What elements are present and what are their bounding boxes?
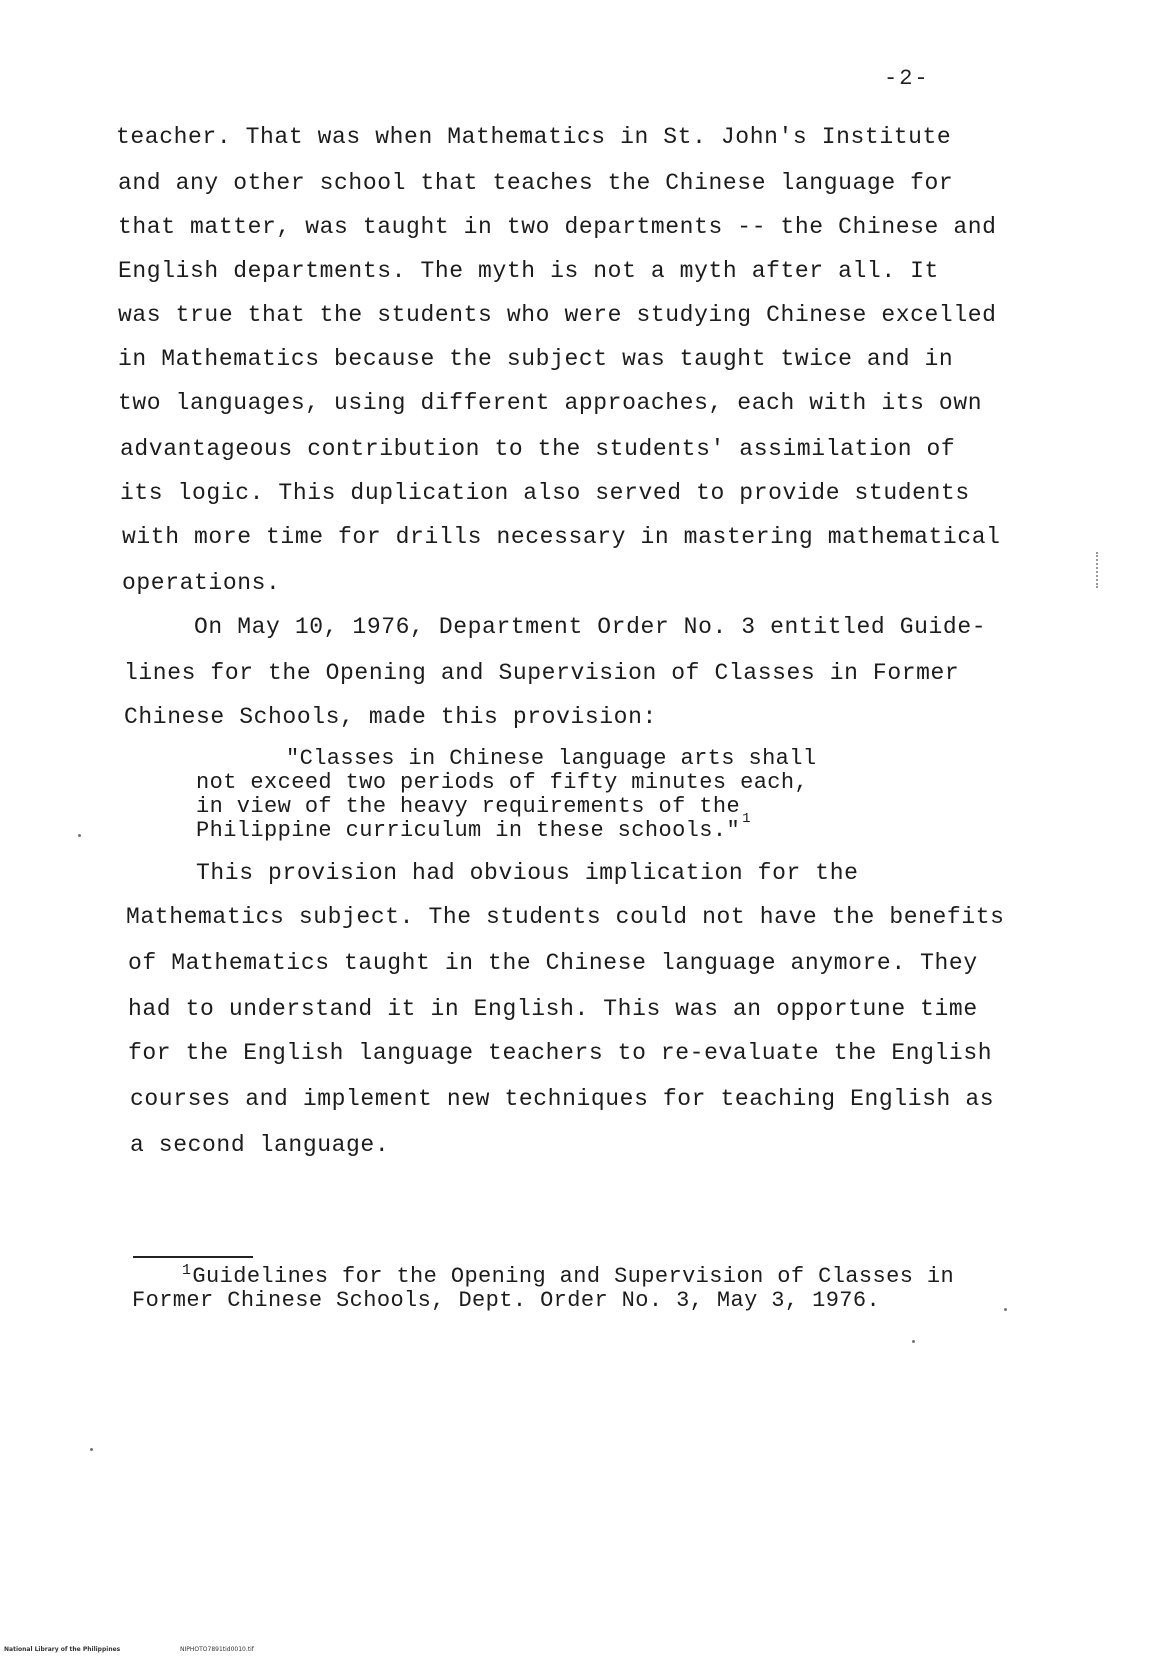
- scan-speck: [912, 1340, 915, 1343]
- footnote-marker: 1: [182, 1262, 192, 1279]
- text-line: English departments. The myth is not a myth after all. It: [118, 258, 939, 284]
- quote-line: [196, 794, 751, 827]
- text-line: advantageous contribution to the students' assimilation of: [120, 436, 956, 462]
- footnote-divider: [133, 1256, 253, 1258]
- footnote-text: Guidelines for the Opening and Supervision of Classes in: [192, 1264, 955, 1289]
- quote-line: "Classes in Chinese language arts shall: [286, 746, 817, 771]
- text-line: with more time for drills necessary in mastering mathematical: [122, 524, 1001, 550]
- text-line: that matter, was taught in two departments -- the Chinese and: [118, 214, 997, 240]
- text-line: lines for the Opening and Supervision of Classes in Former: [124, 660, 960, 686]
- text-line: On May 10, 1976, Department Order No. 3 entitled Guide-: [194, 614, 987, 640]
- text-line: teacher. That was when Mathematics in St. John's Institute: [116, 124, 952, 150]
- text-line: operations.: [122, 570, 281, 596]
- text-line: of Mathematics taught in the Chinese language anymore. They: [128, 950, 978, 976]
- scan-mark: [1096, 552, 1100, 588]
- page-number: -2-: [884, 66, 930, 91]
- text-line: This provision had obvious implication for the: [196, 860, 859, 886]
- text-line: two languages, using different approaches, each with its own: [118, 390, 983, 416]
- quote-line: Philippine curriculum in these schools.": [196, 818, 741, 843]
- text-line: Mathematics subject. The students could not have the benefits: [126, 904, 1005, 930]
- footnote-line: [182, 1264, 954, 1289]
- text-line: for the English language teachers to re-evaluate the English: [128, 1040, 993, 1066]
- text-line: and any other school that teaches the Chinese language for: [118, 170, 954, 196]
- scan-speck: [90, 1448, 93, 1451]
- quote-line-text: in view of the heavy requirements of the: [196, 794, 741, 819]
- quote-line: not exceed two periods of fifty minutes each,: [196, 770, 809, 795]
- file-id: NIPHOTO7891tid0010.tif: [180, 1646, 254, 1653]
- footnote-reference: 1: [742, 811, 751, 827]
- scan-speck: [78, 834, 81, 837]
- footnote-line: Former Chinese Schools, Dept. Order No. 3, May 3, 1976.: [132, 1288, 881, 1313]
- library-credit: National Library of the Philippines: [4, 1646, 121, 1653]
- text-line: was true that the students who were studying Chinese excelled: [118, 302, 997, 328]
- text-line: its logic. This duplication also served to provide students: [120, 480, 970, 506]
- text-line: Chinese Schools, made this provision:: [124, 704, 657, 730]
- text-line: courses and implement new techniques for teaching English as: [130, 1086, 995, 1112]
- text-line: had to understand it in English. This was an opportune time: [128, 996, 978, 1022]
- text-line: in Mathematics because the subject was taught twice and in: [118, 346, 954, 372]
- text-line: a second language.: [130, 1132, 390, 1158]
- scan-speck: [1004, 1308, 1007, 1311]
